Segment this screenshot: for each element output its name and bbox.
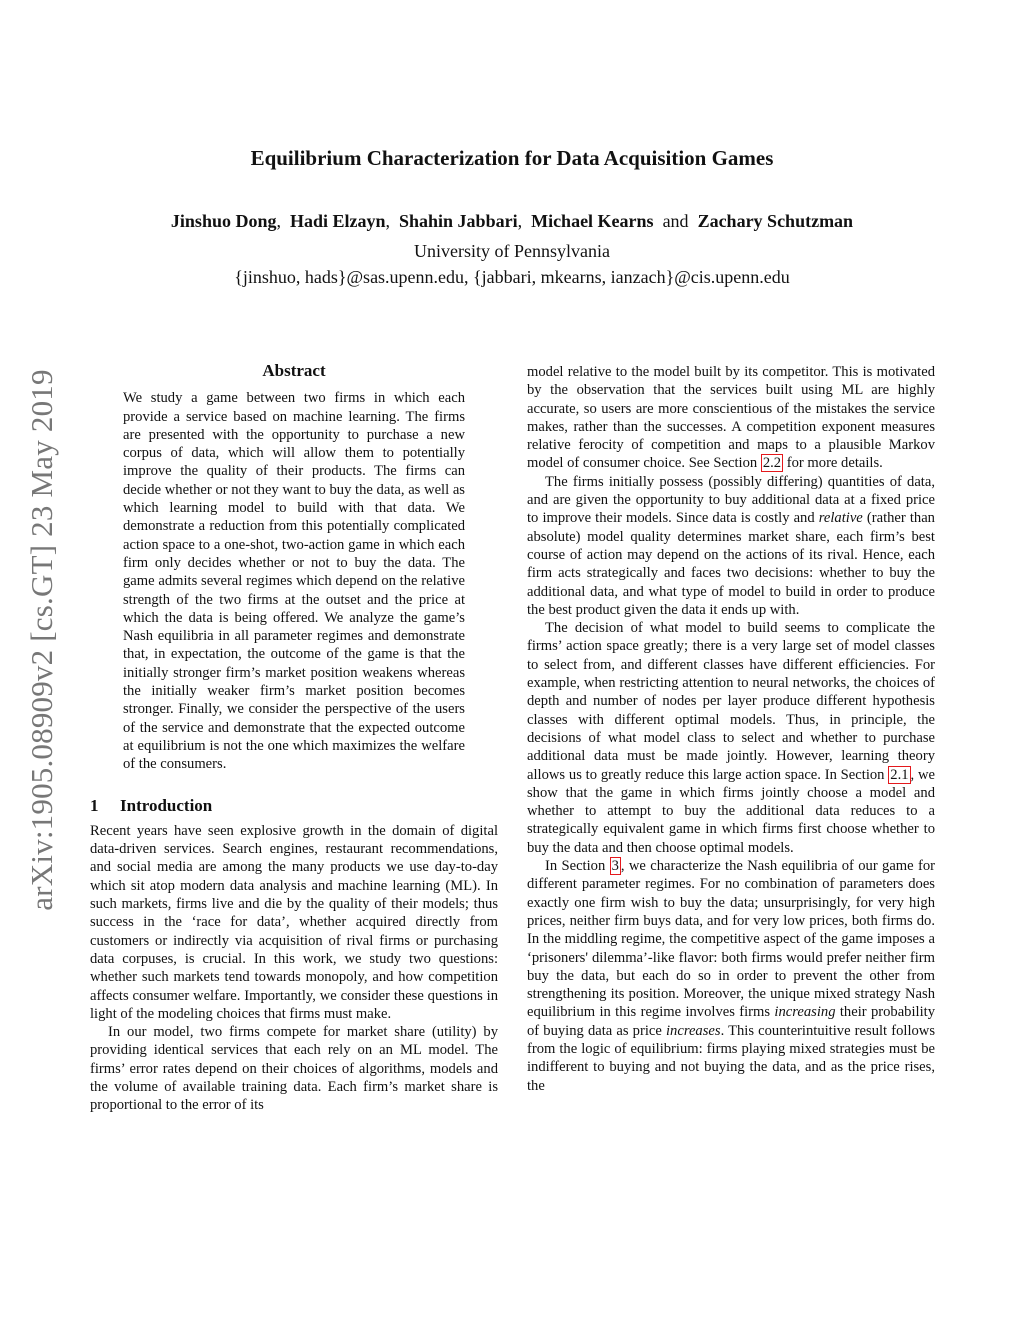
paragraph-text: , we characterize the Nash equilibria of our game for different parameter regimes. For no combination of parameters does exactly one firm wish to buy the data; unsurprisingly, for very high prices, neither firm buys data, and for very low prices, both firms do. In the middling regime, the competitive aspect of the game imposes a ‘prisoners' dilemma’-like flavor: both firms would prefer neither firm buy the data, but each do so in order to prevent the other from strengthening its position. Moreover, the unique mixed strategy Nash equilibrium in this regime involves firms bbox=[527, 858, 935, 1021]
affiliation: University of Pennsylvania bbox=[414, 241, 610, 261]
paragraph-text: . This counterintuitive result follows from the logic of equilibrium: firms playing mixed strategies must be indifferent to buying and not buying the data, and as the price rises, the bbox=[527, 1022, 936, 1094]
author-separator: , bbox=[385, 211, 391, 231]
paragraph-text: The firms initially possess (possibly differing) quantities of data, and are given the opportunity to buy additional data at a fixed price to improve their models. Since data is costly and bbox=[527, 473, 935, 527]
intro-paragraph-5 bbox=[527, 619, 935, 857]
author-separator: , bbox=[517, 211, 523, 231]
author-emails: {jinshuo, hads}@sas.upenn.edu, {jabbari, mkearns, ianzach}@cis.upenn.edu bbox=[234, 267, 790, 287]
emphasis-text: increases bbox=[665, 1022, 721, 1039]
author-list bbox=[0, 211, 1024, 232]
author-name: Hadi Elzayn bbox=[289, 211, 386, 231]
left-column bbox=[90, 362, 498, 1115]
author-separator: , bbox=[276, 211, 281, 231]
abstract-body: We study a game between two firms in which each provide a service based on machine learning. The firms are presented with the opportunity to purchase a new corpus of data, which will allow them to potentially improve the quality of their products. The firms can decide whether or not they want to buy the data, as well as which learning model to build with that data. We demonstrate a reduction from this potentially complicated action space to a one-shot, two-action game in which each firm only decides whether or not to buy the data. The game admits several regimes which depend on the relative strength of the two firms at the outset and the price at which the data is being offered. We analyze the game’s Nash equilibria in all parameter regimes and demonstrate that, in expectation, the outcome of the game is that the initially stronger firm’s market position weakens whereas the initially weaker firm’s market position becomes stronger. Finally, we consider the perspective of the users of the service and demonstrate that the expected outcome at equilibrium is not the one which maximizes the welfare of the consumers. bbox=[123, 390, 465, 773]
paragraph-text: The decision of what model to build seems to complicate the firms’ action space greatly; there is a very large set of model classes to select from, and different classes have different efficiencies. For example, when restricting attention to neural networks, the choices of depth and number of nodes per layer produce different hypothesis classes with different optimal models. Thus, in principle, the decisions of what model class to select and whether to purchase additional data must be made jointly. However, learning theory allows us to greatly reduce this large action space. In Section bbox=[527, 620, 935, 783]
author-name: Michael Kearns bbox=[531, 211, 654, 231]
author-name: Zachary Schutzman bbox=[697, 211, 854, 231]
abstract-heading: Abstract bbox=[262, 361, 326, 380]
section-reference-link[interactable]: 3 bbox=[611, 858, 619, 875]
emphasis-text: increasing bbox=[774, 1004, 836, 1021]
intro-paragraph-6 bbox=[527, 857, 935, 1095]
section-reference-link[interactable]: 2.1 bbox=[890, 766, 909, 783]
arxiv-identifier: arXiv:1905.08909v2 [cs.GT] 23 May 2019 bbox=[24, 369, 59, 911]
author-and: and bbox=[662, 211, 689, 231]
paragraph-text: In Section bbox=[545, 858, 606, 875]
author-name: Jinshuo Dong bbox=[170, 211, 277, 231]
paragraph-text: their probability of buying data as price bbox=[527, 1004, 935, 1039]
section-number: 1 bbox=[90, 795, 99, 815]
right-column bbox=[527, 363, 935, 1095]
paragraph-text: (rather than absolute) model quality determines market share, each firm’s best course of action may depend on the actions of its rival. Hence, each firm acts strategically and faces two decisions: whether to buy the additional data, and what type of model to build in order to produce the best product given the data it ends up with. bbox=[527, 510, 935, 618]
paper-title: Equilibrium Characterization for Data Acquisition Games bbox=[250, 146, 774, 170]
section-heading-introduction bbox=[90, 797, 498, 815]
section-reference-link[interactable]: 2.2 bbox=[762, 455, 782, 472]
intro-paragraph-4 bbox=[527, 473, 935, 619]
emphasis-text: relative bbox=[818, 510, 863, 527]
paragraph-text: for more details. bbox=[786, 455, 883, 472]
paragraph-text: , we show that the game in which firms jointly choose a model and whether to attempt to buy the additional data reduces to a strategically equivalent game in which firms first choose whether to buy the data and then choose optimal models. bbox=[527, 766, 935, 856]
section-title: Introduction bbox=[120, 795, 213, 815]
author-name: Shahin Jabbari bbox=[399, 211, 518, 231]
intro-paragraph-3 bbox=[527, 363, 935, 473]
intro-paragraph-2: In our model, two firms compete for market share (utility) by providing identical services that each rely on an ML model. The firms’ error rates depend on their choices of algorithms, models and the volume of available training data. Each firm’s market share is proportional to the error of its bbox=[90, 1024, 498, 1114]
intro-paragraph-1: Recent years have seen explosive growth in the domain of digital data-driven services. Search engines, restaurant recommendations, and social media are among the many products we use day-to-day which sit atop modern data analysis and machine learning (ML). In such markets, firms live and die by the quality of their models; thus success in the ‘race for data’, whether acquired directly from customers or indirectly via acquisition of rival firms or purchasing data corpuses, is crucial. In this work, we study two questions: whether such markets tend towards monopoly, and how competition affects consumer welfare. Importantly, we consider these questions in light of the modeling choices that firms must make. bbox=[90, 822, 498, 1022]
paragraph-text: model relative to the model built by its competitor. This is motivated by the observation that the services built using ML are highly accurate, so users are more conscientious of the mistakes the service makes, rather than the successes. A competition exponent measures relative ferocity of competition and maps to a plausible Markov model of consumer choice. See Section bbox=[527, 364, 935, 472]
